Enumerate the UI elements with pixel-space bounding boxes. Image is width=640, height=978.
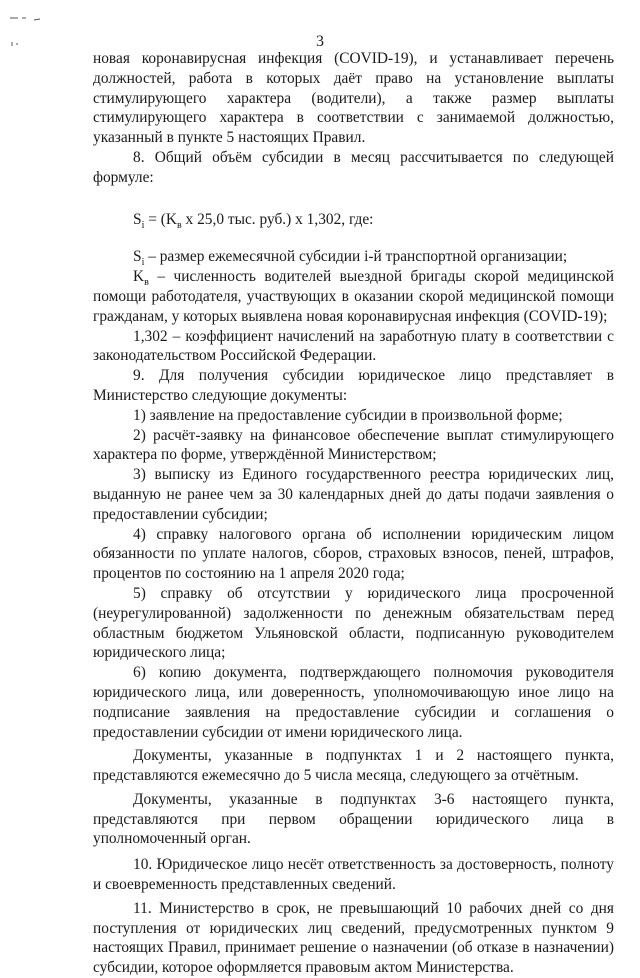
definition-coefficient: 1,302 – коэффициент начислений на заработную плату в соответствии с законодательством Российской Федерации. [93,327,614,365]
list-item-doc-6: 6) копию документа, подтверждающего полномочия руководителя юридического лица, или доверенность, уполномочивающую иное лицо на подписание заявления на предоставление субсидии и соглашения о предоставлении субсидии от имени юридического лица. [93,664,614,741]
page-number: 3 [316,33,324,50]
paragraph-8: 8. Общий объём субсидии в месяц рассчитывается по следующей формуле: [93,148,614,186]
paragraph-11: 11. Министерство в срок, не превышающий 10 рабочих дней со дня поступления от юридических лиц сведений, предусмотренных пунктом 9 настоящих Правил, принимает решение о назначении (об отказе в назначении) субсидии, которое оформляется правовым актом Министерства. [93,899,614,977]
paragraph-9: 9. Для получения субсидии юридическое лицо представляет в Министерство следующие документы: [93,367,614,404]
definition-kv: $K_в$ – численность водителей выездной бригады скорой медицинской помощи работодателя, участвующих в оказании скорой медицинской помощи гражданам, у которых выявлена новая коронавирусная инфекция (COVID-19); [93,268,614,325]
paragraph-docs-3-6: Документы, указанные в подпунктах 3-6 настоящего пункта, представляются при первом обращении юридического лица в уполномоченный орган. [93,790,614,848]
subsidy-formula: $S_i = (K_в$ x 25,0 тыс. руб.) x 1,302, где: [133,210,374,231]
definition-si: $S_i$ – размер ежемесячной субсидии i-й транспортной организации; [133,248,568,269]
list-item-doc-1: 1) заявление на предоставление субсидии в произвольной форме; [133,406,563,424]
list-item-doc-4: 4) справку налогового органа об исполнении юридическим лицом обязанности по уплате налогов, сборов, страховых взносов, пеней, штрафов, процентов по состоянию на 1 апреля 2020 года; [93,525,614,583]
list-item-doc-2: 2) расчёт-заявку на финансовое обеспечение выплат стимулирующего характера по форме, утверждённой Министерством; [93,426,614,464]
list-item-doc-3: 3) выписку из Единого государственного реестра юридических лиц, выданную не ранее чем за 30 календарных дней до даты подачи заявления о предоставлении субсидии; [93,466,614,523]
document-body [93,49,614,978]
paragraph-docs-1-2: Документы, указанные в подпунктах 1 и 2 настоящего пункта, представляются ежемесячно до 5 числа месяца, следующего за отчётным. [93,747,614,785]
paragraph-intro-continuation: новая коронавирусная инфекция (COVID-19), и устанавливает перечень должностей, работа в которых даёт право на установление выплаты стимулирующего характера (водители), а также размер выплаты стимулирующего характера в соответствии с занимаемой должностью, указанный в пункте 5 настоящих Правил. [93,50,614,147]
list-item-doc-5: 5) справку об отсутствии у юридического лица просроченной (неурегулированной) задолженности по денежным обязательствам перед областным бюджетом Ульяновской области, подписанную руководителем юридического лица; [93,584,614,662]
paragraph-10: 10. Юридическое лицо несёт ответственность за достоверность, полноту и своевременность представленных сведений. [93,856,614,894]
